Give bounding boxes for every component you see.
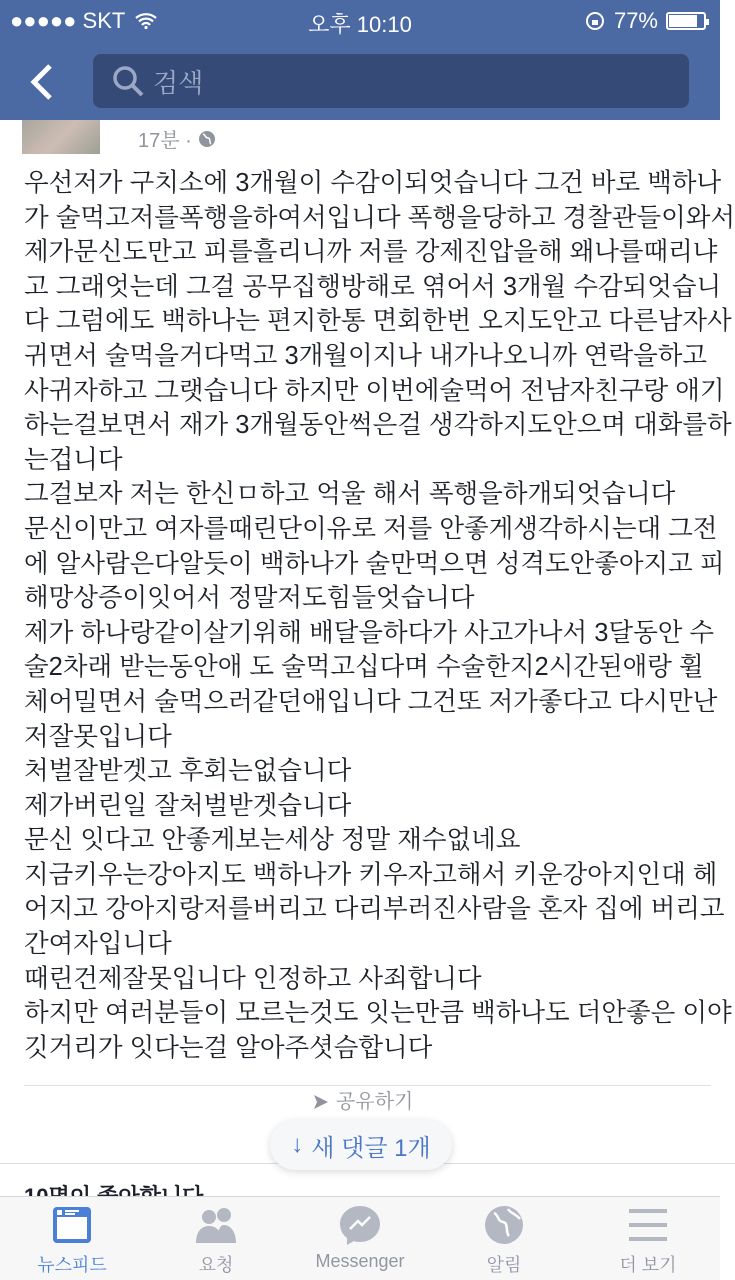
post-text-line: 하지만 여러분들이 모르는것도 잇는만큼 백하나도 더안좋은 이야 <box>24 999 732 1028</box>
search-input[interactable] <box>93 54 689 108</box>
new-comment-button[interactable] <box>270 1120 452 1170</box>
tab-label: 더 보기 <box>619 1255 677 1275</box>
globe-notifications-icon <box>482 1205 526 1245</box>
post-text-line: 저잘못입니다 <box>24 722 172 751</box>
post-text-line: 제가 하나랑같이살기위해 배달을하다가 사고가나서 3달동안 수 <box>24 618 715 647</box>
messenger-icon <box>338 1205 382 1245</box>
search-placeholder: 검색 <box>153 67 204 98</box>
likes-count[interactable] <box>24 1180 203 1196</box>
globe-icon <box>198 130 216 148</box>
post-text-line: 제가버린일 잘처벌받겟습니다 <box>24 791 352 820</box>
post-text-line: 깃거리가 잇다는걸 알아주셧슴합니다 <box>24 1033 433 1062</box>
tab-messenger[interactable] <box>288 1197 432 1280</box>
tab-label: 알림 <box>486 1255 522 1275</box>
post-text-line: 에 알사람은다알듯이 백하나가 술만먹으면 성격도안좋아지고 피 <box>24 549 725 578</box>
post-text-line: 우선저가 구치소에 3개월이 수감이되엇습니다 그건 바로 백하나 <box>24 169 722 197</box>
post-text-line: 술2차래 받는동안애 도 술먹고십다며 수술한지2시간된애랑 휠 <box>24 653 704 682</box>
post-text <box>24 166 735 1065</box>
tab-label: Messenger <box>315 1251 405 1271</box>
tab-notifications[interactable] <box>432 1197 576 1280</box>
post-text-line: 해망상증이잇어서 정말저도힘들엇습니다 <box>24 584 475 613</box>
bottom-tab-bar <box>0 1196 720 1280</box>
post-text-line: 귀면서 술먹을거다먹고 3개월이지나 내가나오니까 연락을하고 <box>24 341 707 370</box>
divider <box>24 1085 711 1086</box>
post-text-line: 문신이만고 여자를때린단이유로 저를 안좋게생각하시는대 그전 <box>24 514 718 543</box>
share-button[interactable] <box>312 1090 413 1114</box>
post-text-line: 때린건제잘못입니다 인정하고 사죄합니다 <box>24 964 482 993</box>
post-text-line: 는겁니다 <box>24 445 123 474</box>
post-time[interactable] <box>138 124 216 153</box>
post-text-line: 고 그래엇는데 그걸 공무집행방해로 엮어서 3개월 수감되엇습니 <box>24 272 722 301</box>
top-header <box>0 0 720 120</box>
post-text-line: 가 술먹고저를폭행을하여서입니다 폭행을당하고 경찰관들이와서 <box>24 203 735 232</box>
arrow-down-icon: ↓ <box>291 1131 304 1158</box>
post-text-line: 지금키우는강아지도 백하나가 키우자고해서 키운강아지인대 헤 <box>24 860 718 889</box>
avatar[interactable] <box>22 120 100 154</box>
clock: 오후 10:10 <box>308 12 412 37</box>
battery-icon <box>666 12 706 30</box>
post-text-line: 제가문신도만고 피를흘리니까 저를 강제진압을해 왜나를때리냐 <box>24 238 718 267</box>
news-feed-icon <box>50 1205 94 1245</box>
post-header <box>22 120 722 156</box>
tab-news-feed[interactable] <box>0 1197 144 1280</box>
post-text-line: 문신 잇다고 안좋게보는세상 정말 재수없네요 <box>24 826 521 855</box>
battery-percent: 77% <box>613 8 658 33</box>
post-text-line: 처벌잘받겟고 후회는없습니다 <box>24 757 352 786</box>
post-text-line: 체어밀면서 술먹으러같던애입니다 그건또 저가좋다고 다시만난 <box>24 687 718 716</box>
tab-more[interactable] <box>576 1197 720 1280</box>
post-text-line: 어지고 강아지랑저를버리고 다리부러진사람을 혼자 집에 버리고 <box>24 895 725 924</box>
back-button[interactable] <box>26 62 60 102</box>
tab-label: 뉴스피드 <box>37 1255 107 1275</box>
new-comment-label: 새 댓글 1개 <box>311 1134 431 1162</box>
tab-label: 요청 <box>198 1255 234 1275</box>
carrier-label: ●●●●● SKT <box>10 8 125 33</box>
friend-requests-icon <box>194 1205 238 1245</box>
battery-fill <box>669 15 697 27</box>
tab-requests[interactable] <box>144 1197 288 1280</box>
post-text-line: 다 그럼에도 백하나는 편지한통 면회한번 오지도안고 다른남자사 <box>24 307 732 336</box>
post-time-label: 17분 · <box>138 130 192 152</box>
post-text-line: 하는걸보면서 재가 3개월동안썩은걸 생각하지도안으며 대화를하 <box>24 411 732 440</box>
search-icon <box>111 64 145 98</box>
chevron-left-icon <box>26 62 60 102</box>
share-label: 공유하기 <box>336 1091 414 1113</box>
rotation-lock-icon <box>584 10 606 32</box>
post-text-line: 그걸보자 저는 한신ㅁ하고 억울 해서 폭행을하개되엇습니다 <box>24 480 676 509</box>
status-bar <box>0 6 720 36</box>
post-text-line: 사귀자하고 그랫습니다 하지만 이번에술먹어 전남자친구랑 애기 <box>24 376 725 405</box>
battery-area <box>584 8 706 34</box>
share-icon <box>312 1093 330 1111</box>
menu-icon <box>626 1205 670 1245</box>
post-text-line: 간여자입니다 <box>24 930 172 959</box>
